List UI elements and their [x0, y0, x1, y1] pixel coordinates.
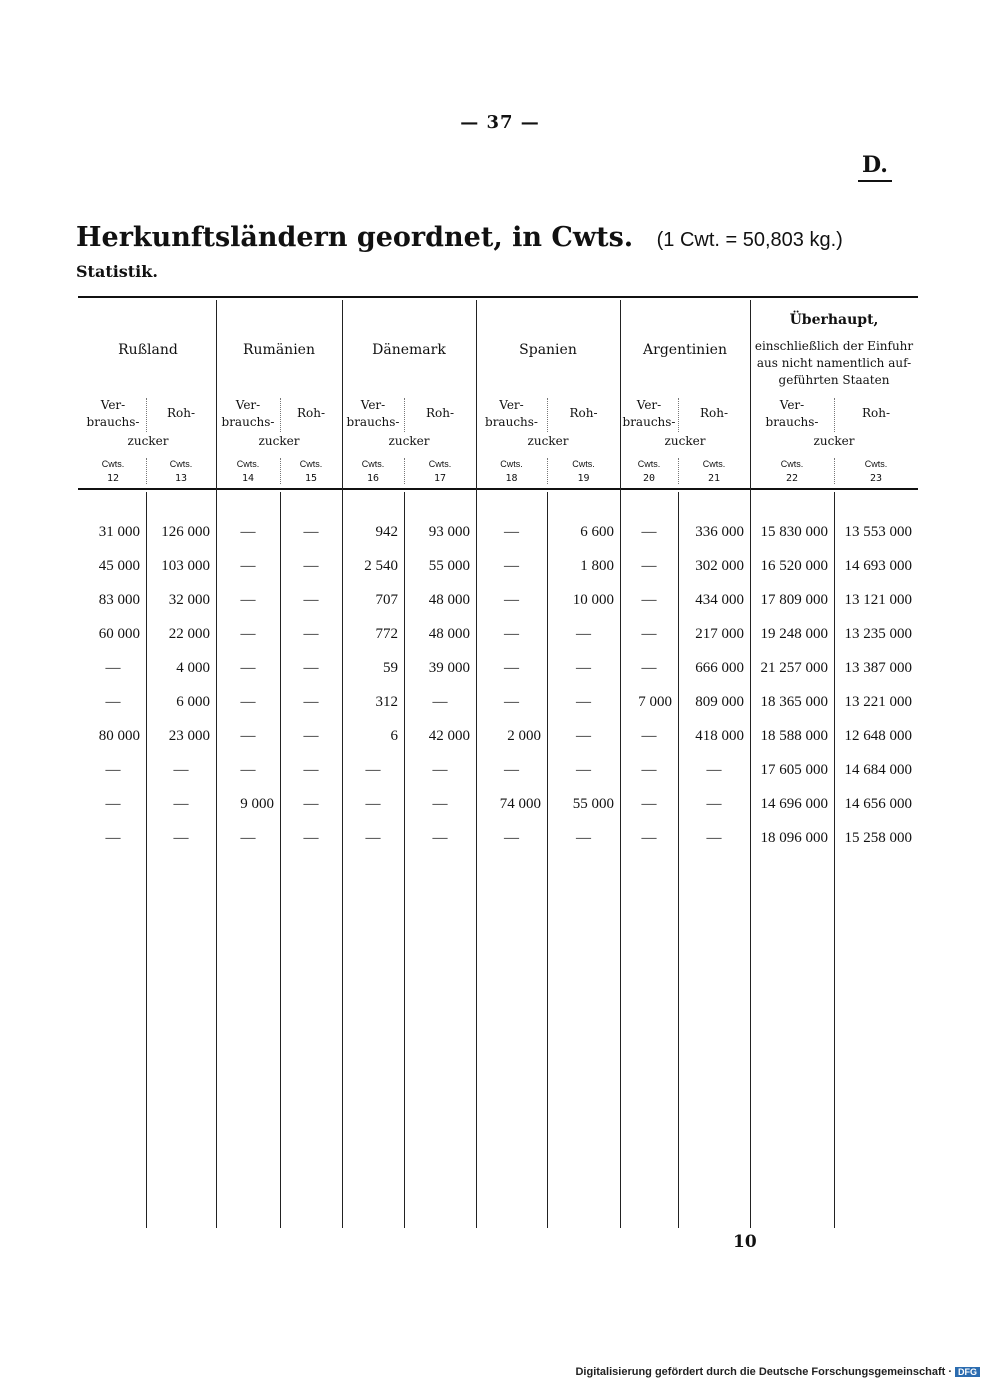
- subheader-verbrauchs: Ver-: [636, 398, 662, 412]
- table-cell: —: [641, 762, 657, 778]
- subheader-divider: [834, 398, 835, 432]
- country-name: Rußland: [118, 342, 178, 358]
- table-cell: 22 000: [168, 626, 210, 642]
- table-cell: 83 000: [98, 592, 140, 608]
- subheader-verbrauchs: brauchs-: [221, 415, 275, 429]
- table-cell: —: [365, 796, 381, 812]
- table-cell: 7 000: [638, 694, 672, 710]
- subheader-verbrauchs: brauchs-: [622, 415, 676, 429]
- table-cell: —: [303, 660, 319, 676]
- country-note-line: aus nicht namentlich auf-: [756, 356, 912, 370]
- table-cell: 59: [383, 660, 398, 676]
- table-cell: 1 800: [580, 558, 614, 574]
- table-cell: —: [365, 762, 381, 778]
- table-cell: 39 000: [428, 660, 470, 676]
- subheader-zucker: zucker: [527, 434, 569, 448]
- table-cell: 302 000: [695, 558, 744, 574]
- country-name: Dänemark: [372, 342, 446, 358]
- country-note-line: geführten Staaten: [778, 373, 890, 387]
- table-cell: 942: [375, 524, 398, 540]
- table-cell: 42 000: [428, 728, 470, 744]
- subheader-zucker: zucker: [258, 434, 300, 448]
- table-cell: —: [504, 524, 519, 540]
- table-cell: 13 121 000: [844, 592, 912, 608]
- table-cell: 14 696 000: [760, 796, 828, 812]
- subheader-divider: [146, 398, 147, 432]
- subheader-divider: [547, 398, 548, 432]
- table-cell: —: [432, 762, 448, 778]
- table-cell: —: [303, 762, 319, 778]
- table-cell: —: [641, 592, 657, 608]
- table-cell: 45 000: [98, 558, 140, 574]
- table-cell: 666 000: [695, 660, 744, 676]
- table-cell: —: [641, 830, 657, 846]
- table-cell: 15 258 000: [844, 830, 912, 846]
- table-cell: —: [240, 592, 256, 608]
- table-cell: —: [504, 592, 519, 608]
- table-cell: —: [173, 830, 189, 846]
- table-cell: —: [240, 626, 256, 642]
- table-cell: 217 000: [695, 626, 744, 642]
- table-cell: —: [303, 694, 319, 710]
- country-name: Rumänien: [243, 342, 315, 358]
- table-cell: 2 000: [507, 728, 541, 744]
- section-letter: D.: [858, 152, 892, 182]
- unit-label: Cwts.: [101, 459, 125, 469]
- table-cell: 23 000: [168, 728, 210, 744]
- table-cell: —: [641, 796, 657, 812]
- dfg-logo: DFG: [955, 1367, 980, 1377]
- unit-label: Cwts.: [361, 459, 385, 469]
- table-cell: —: [641, 660, 657, 676]
- table-cell: —: [432, 830, 448, 846]
- subheader-zucker: zucker: [127, 434, 169, 448]
- table-cell: —: [105, 762, 121, 778]
- table-cell: —: [303, 796, 319, 812]
- table-cell: 55 000: [428, 558, 470, 574]
- page-title: [76, 222, 843, 253]
- column-number: 16: [366, 473, 380, 484]
- subheader-verbrauchs: Ver-: [779, 398, 805, 412]
- table-cell: 74 000: [499, 796, 541, 812]
- table-cell: 18 096 000: [760, 830, 828, 846]
- table-cell: 126 000: [161, 524, 210, 540]
- subheader-verbrauchs: brauchs-: [485, 415, 538, 429]
- subheader-roh: Roh-: [569, 406, 598, 420]
- table-cell: —: [576, 660, 591, 676]
- table-cell: —: [240, 762, 256, 778]
- table-cell: —: [240, 694, 256, 710]
- table-cell: 32 000: [168, 592, 210, 608]
- table-cell: 9 000: [240, 796, 274, 812]
- table-cell: 13 221 000: [844, 694, 912, 710]
- table-cell: —: [365, 830, 381, 846]
- table-cell: 312: [375, 694, 398, 710]
- table-cell: —: [706, 796, 722, 812]
- table-cell: 336 000: [695, 524, 744, 540]
- table-cell: —: [105, 830, 121, 846]
- unit-label: Cwts.: [780, 459, 804, 469]
- table-cell: —: [576, 762, 591, 778]
- unit-label: Cwts.: [864, 459, 888, 469]
- table-cell: 13 387 000: [844, 660, 912, 676]
- country-note-line: einschließlich der Einfuhr: [754, 339, 914, 353]
- table-cell: 14 693 000: [844, 558, 912, 574]
- country-name: Spanien: [519, 342, 577, 358]
- table-cell: —: [641, 558, 657, 574]
- table-cell: 17 605 000: [760, 762, 828, 778]
- subheader-roh: Roh-: [861, 406, 891, 420]
- table-cell: 2 540: [364, 558, 398, 574]
- unit-label: Cwts.: [500, 459, 523, 469]
- table-cell: 48 000: [428, 592, 470, 608]
- subheader-verbrauchs: Ver-: [360, 398, 386, 412]
- table-cell: —: [105, 796, 121, 812]
- column-number: 13: [174, 473, 188, 484]
- table-cell: —: [303, 558, 319, 574]
- subheader-roh: Roh-: [425, 406, 455, 420]
- column-number: 22: [785, 473, 799, 484]
- unit-label: Cwts.: [572, 459, 595, 469]
- digitization-footer: [575, 1366, 980, 1378]
- bottom-page-number: 10: [733, 1232, 757, 1252]
- page-subtitle: Statistik.: [76, 262, 158, 281]
- column-number: 23: [869, 473, 883, 484]
- table-cell: —: [303, 626, 319, 642]
- subheader-zucker: zucker: [664, 434, 706, 448]
- table-cell: —: [105, 694, 121, 710]
- subheader-roh: Roh-: [296, 406, 326, 420]
- table-cell: 18 365 000: [760, 694, 828, 710]
- unit-label: Cwts.: [637, 459, 661, 469]
- table-cell: —: [576, 830, 591, 846]
- column-number: 14: [241, 473, 255, 484]
- subheader-zucker: zucker: [388, 434, 430, 448]
- column-number: 15: [304, 473, 318, 484]
- table-cell: 4 000: [176, 660, 210, 676]
- table-cell: 18 588 000: [760, 728, 828, 744]
- title-text: Herkunftsländern geordnet, in Cwts.: [76, 222, 634, 253]
- table-cell: —: [303, 830, 319, 846]
- column-number: 19: [577, 473, 590, 484]
- table-cell: —: [576, 626, 591, 642]
- table-cell: —: [240, 728, 256, 744]
- table-cell: 80 000: [98, 728, 140, 744]
- subheader-verbrauchs: brauchs-: [86, 415, 140, 429]
- table-cell: —: [504, 762, 519, 778]
- table-cell: 13 235 000: [844, 626, 912, 642]
- table-cell: —: [504, 626, 519, 642]
- table-cell: —: [240, 830, 256, 846]
- table-cell: 55 000: [572, 796, 614, 812]
- table-cell: 60 000: [98, 626, 140, 642]
- subheader-divider: [678, 398, 679, 432]
- digitization-note: Digitalisierung gefördert durch die Deutsche Forschungsgemeinschaft ·: [575, 1366, 952, 1378]
- table-cell: 21 257 000: [760, 660, 828, 676]
- subheader-divider: [404, 398, 405, 432]
- unit-label: Cwts.: [702, 459, 726, 469]
- table-cell: —: [240, 524, 256, 540]
- subheader-verbrauchs: Ver-: [499, 398, 524, 412]
- column-number: 17: [433, 473, 447, 484]
- table-cell: —: [303, 592, 319, 608]
- table-cell: —: [240, 558, 256, 574]
- table-cell: —: [504, 660, 519, 676]
- table-top-rule: [78, 296, 918, 298]
- table-cell: —: [504, 558, 519, 574]
- unit-label: Cwts.: [169, 459, 193, 469]
- subheader-verbrauchs: brauchs-: [346, 415, 400, 429]
- table-cell: 772: [375, 626, 398, 642]
- table-cell: 13 553 000: [844, 524, 912, 540]
- table-cell: —: [641, 626, 657, 642]
- table-cell: —: [576, 728, 591, 744]
- table-cell: 6 600: [580, 524, 614, 540]
- table-cell: —: [303, 524, 319, 540]
- table-cell: 434 000: [695, 592, 744, 608]
- unit-label: Cwts.: [236, 459, 260, 469]
- table-cell: —: [432, 694, 448, 710]
- table-cell: 48 000: [428, 626, 470, 642]
- table-cell: 418 000: [695, 728, 744, 744]
- table-cell: —: [641, 524, 657, 540]
- table-cell: 14 656 000: [844, 796, 912, 812]
- table-cell: —: [105, 660, 121, 676]
- country-name: Argentinien: [643, 342, 727, 358]
- subheader-divider: [280, 398, 281, 432]
- unit-label: Cwts.: [428, 459, 452, 469]
- subheader-verbrauchs: brauchs-: [765, 415, 819, 429]
- subheader-roh: Roh-: [699, 406, 729, 420]
- table-cell: —: [641, 728, 657, 744]
- table-cell: 15 830 000: [760, 524, 828, 540]
- table-cell: 809 000: [695, 694, 744, 710]
- table-cell: —: [706, 830, 722, 846]
- table-cell: —: [432, 796, 448, 812]
- table-cell: 707: [375, 592, 398, 608]
- table-cell: 12 648 000: [844, 728, 912, 744]
- table-cell: —: [173, 796, 189, 812]
- table-cell: 103 000: [161, 558, 210, 574]
- subheader-zucker: zucker: [813, 434, 855, 448]
- table-cell: —: [504, 830, 519, 846]
- table-cell: —: [706, 762, 722, 778]
- table-cell: 10 000: [572, 592, 614, 608]
- country-name: Überhaupt,: [789, 312, 879, 328]
- column-number: 12: [106, 473, 120, 484]
- table-cell: 14 684 000: [844, 762, 912, 778]
- subheader-verbrauchs: Ver-: [100, 398, 126, 412]
- unit-label: Cwts.: [299, 459, 323, 469]
- table-cell: —: [576, 694, 591, 710]
- table-cell: 17 809 000: [760, 592, 828, 608]
- page-number: — 37 —: [460, 112, 540, 133]
- unit-note: (1 Cwt. = 50,803 kg.): [656, 229, 843, 251]
- table-cell: —: [504, 694, 519, 710]
- table-cell: —: [240, 660, 256, 676]
- table-cell: —: [303, 728, 319, 744]
- column-number: 20: [642, 473, 656, 484]
- table-cell: 6 000: [176, 694, 210, 710]
- table-cell: 93 000: [428, 524, 470, 540]
- subheader-roh: Roh-: [166, 406, 196, 420]
- table-cell: 6: [390, 728, 398, 744]
- column-number: 21: [707, 473, 721, 484]
- subheader-verbrauchs: Ver-: [235, 398, 261, 412]
- header-bottom-rule: [78, 488, 918, 490]
- table-cell: 16 520 000: [760, 558, 828, 574]
- column-number: 18: [505, 473, 518, 484]
- table-cell: —: [173, 762, 189, 778]
- table-cell: 19 248 000: [760, 626, 828, 642]
- table-cell: 31 000: [98, 524, 140, 540]
